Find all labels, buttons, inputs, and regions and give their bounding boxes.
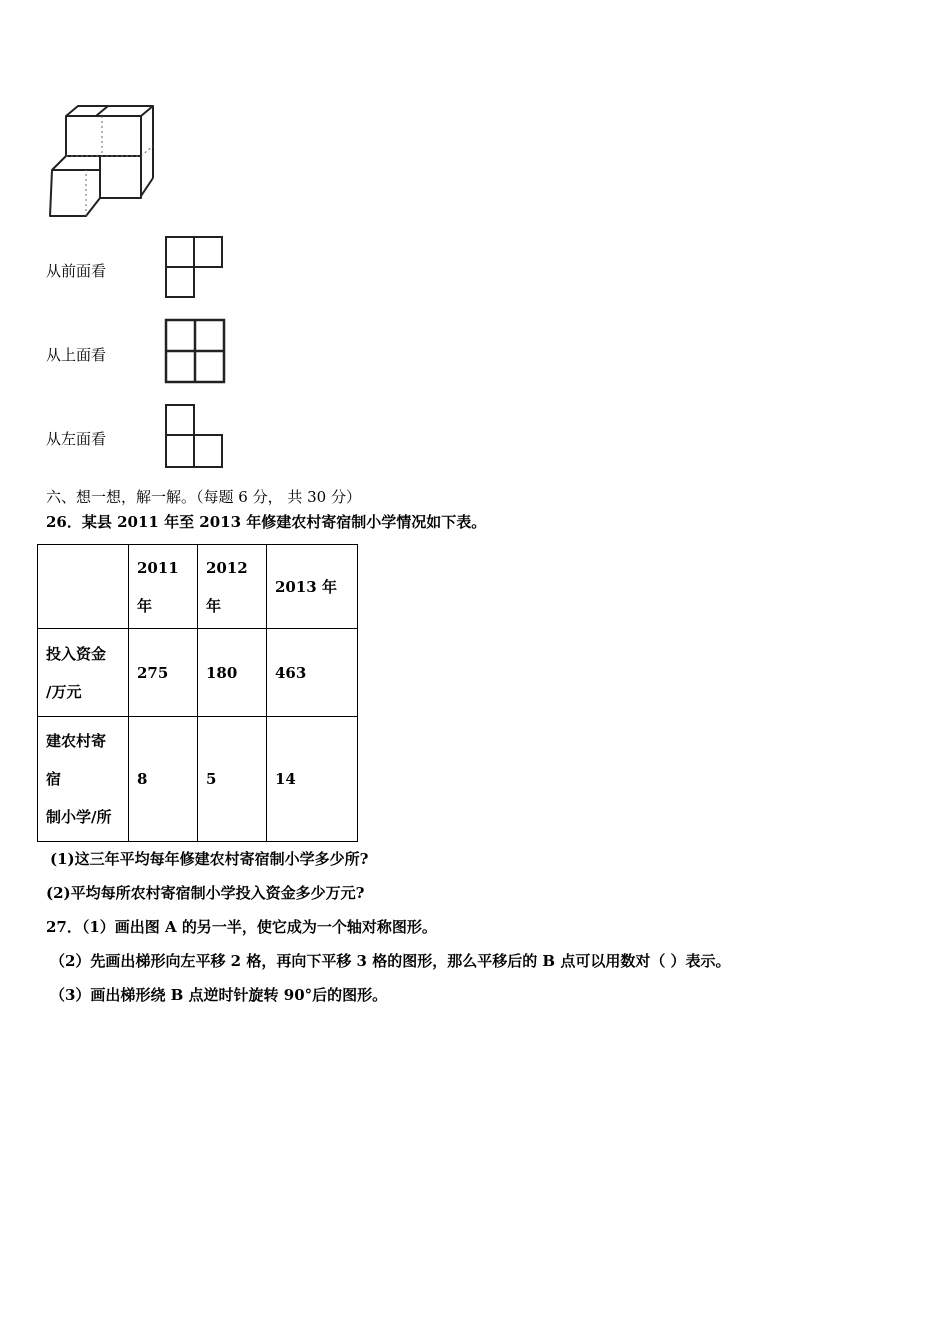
top-view-figure <box>163 317 227 385</box>
table-cell: 180 <box>198 629 267 717</box>
table-cell: 14 <box>267 717 358 842</box>
row-schools-line2: 宿 <box>46 770 62 788</box>
header-2012-line2: 年 <box>206 596 222 615</box>
table-row <box>38 717 358 842</box>
view-label-top: 从上面看 <box>46 346 107 364</box>
row-schools-line3: 制小学/所 <box>46 808 112 826</box>
header-2011-line1: 2011 <box>137 558 179 577</box>
question-27-part3: （3）画出梯形绕 B 点逆时针旋转 90°后的图形。 <box>50 986 388 1004</box>
row-label-cell <box>38 629 129 717</box>
question-26-sub2: (2)平均每所农村寄宿制小学投入资金多少万元? <box>46 884 365 902</box>
table-header-row <box>38 545 358 629</box>
header-2013-line1: 2013 年 <box>275 577 337 596</box>
cube-solid-figure <box>40 98 160 223</box>
question-27-part2: （2）先画出梯形向左平移 2 格，再向下平移 3 格的图形，那么平移后的 B 点可以用数对（ ）表示。 <box>50 952 731 970</box>
school-construction-table <box>37 544 358 842</box>
table-header-cell <box>38 545 129 629</box>
header-2011-line2: 年 <box>137 596 153 615</box>
header-2012-line1: 2012 <box>206 558 248 577</box>
question-27-part1: 27．（1）画出图 A 的另一半，使它成为一个轴对称图形。 <box>46 918 437 936</box>
table-cell: 275 <box>129 629 198 717</box>
table-cell: 5 <box>198 717 267 842</box>
view-label-left: 从左面看 <box>46 430 107 448</box>
front-view-figure <box>163 234 225 300</box>
table-row <box>38 629 358 717</box>
row-schools-line1: 建农村寄 <box>46 732 107 750</box>
left-view-figure <box>163 402 225 470</box>
view-label-front: 从前面看 <box>46 262 107 280</box>
table-header-cell <box>267 545 358 629</box>
table-header-cell <box>129 545 198 629</box>
table-cell: 463 <box>267 629 358 717</box>
row-investment-line1: 投入资金 <box>46 644 107 663</box>
question-26-sub1: (1)这三年平均每年修建农村寄宿制小学多少所? <box>50 850 369 868</box>
table-header-cell <box>198 545 267 629</box>
section-heading: 六、想一想，解一解。（每题 6 分， 共 30 分） <box>46 488 361 506</box>
question-26-stem: 26．某县 2011 年至 2013 年修建农村寄宿制小学情况如下表。 <box>46 513 487 531</box>
table-cell: 8 <box>129 717 198 842</box>
row-investment-line2: /万元 <box>46 682 82 701</box>
row-label-cell <box>38 717 129 842</box>
